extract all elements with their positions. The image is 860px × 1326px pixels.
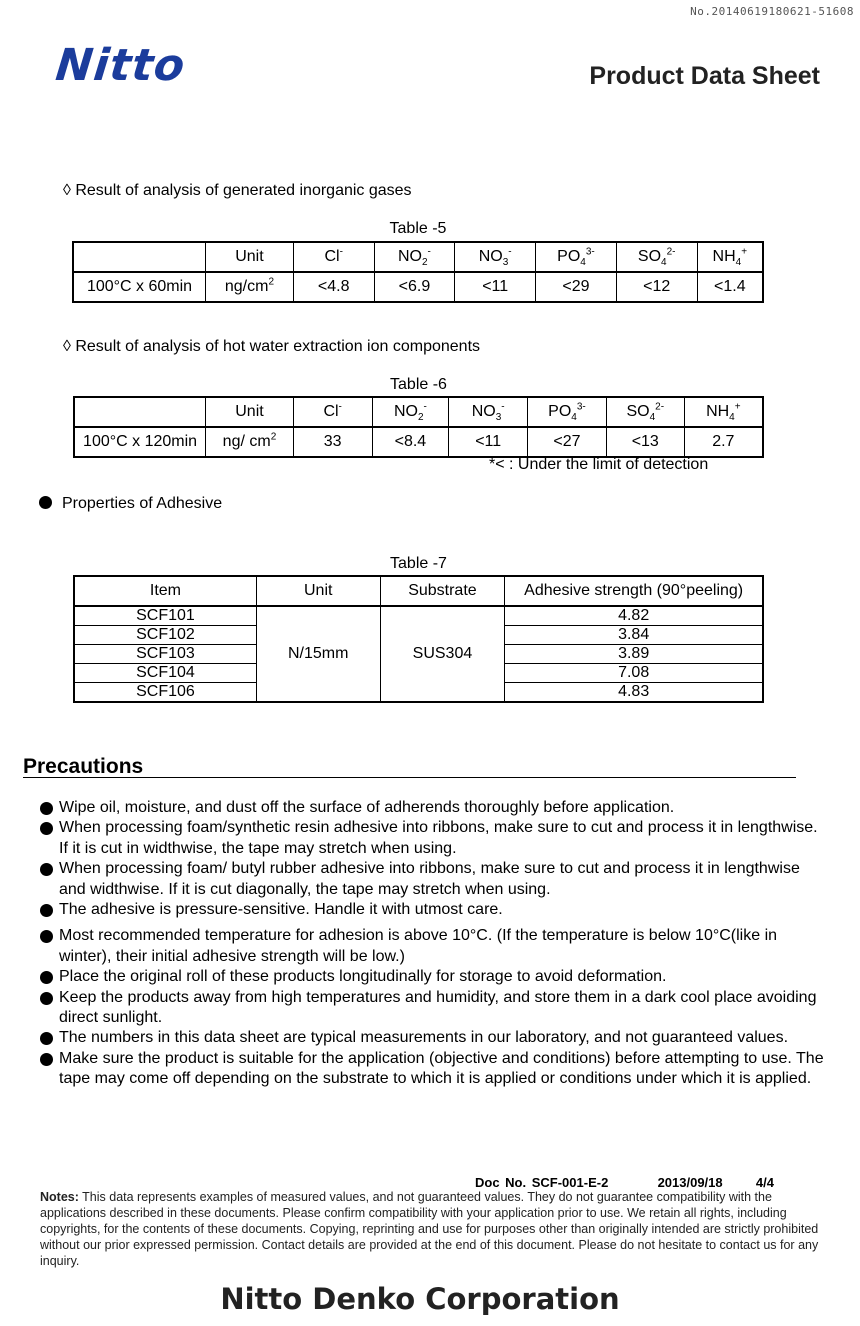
header-cell-unit: Unit — [256, 576, 380, 606]
list-item: Keep the products away from high temperatures and humidity, and store them in a dark cool place avoiding direct sunlight. — [40, 988, 830, 1029]
table-cell-strength: 7.08 — [505, 664, 763, 683]
header-cell-unit: Unit — [206, 242, 294, 272]
precautions-title: Precautions — [23, 755, 144, 778]
page-number: 4/4 — [755, 1175, 774, 1190]
header-cell-cl: Cl- — [293, 242, 374, 272]
adhesive-section-heading: Properties of Adhesive — [39, 495, 222, 513]
table-cell-item: SCF101 — [74, 606, 256, 626]
document-date: 2013/09/18 — [657, 1175, 723, 1190]
header-cell-unit: Unit — [206, 397, 294, 427]
table-cell-condition: 100°C x 60min — [73, 272, 206, 302]
header-cell-no2: $NO_2^-$ — [374, 242, 455, 272]
bullet-icon — [40, 802, 53, 815]
table-7 — [73, 575, 764, 703]
table-7-caption: Table -7 — [390, 555, 447, 572]
bullet-icon — [40, 992, 53, 1005]
header-cell-adhesive-strength: Adhesive strength (90°peeling) — [505, 576, 763, 606]
table-cell: <6.9 — [374, 272, 455, 302]
table-cell: <4.8 — [293, 272, 374, 302]
table-cell-strength: 4.82 — [505, 606, 763, 626]
notes-label: Notes: — [40, 1190, 79, 1204]
table-cell-substrate: SUS304 — [380, 606, 505, 702]
page-title: Product Data Sheet — [589, 62, 820, 90]
list-item: Wipe oil, moisture, and dust off the surface of adherends thoroughly before application. — [40, 798, 830, 818]
table-cell-condition: 100°C x 120min — [74, 427, 206, 457]
table-cell: <8.4 — [372, 427, 449, 457]
header-cell-nh4: $NH_4^+$ — [697, 242, 763, 272]
header-cell-nh4: $NH_4^+$ — [684, 397, 763, 427]
table-cell-item: SCF102 — [74, 626, 256, 645]
nitto-logo: Nitto — [53, 40, 188, 91]
legal-notes — [40, 1189, 820, 1269]
header-cell-so4: $SO_4^{2-}$ — [616, 242, 697, 272]
header-cell-no2: $NO_2^-$ — [372, 397, 449, 427]
table-cell: <29 — [536, 272, 617, 302]
table-cell-unit: $ng/cm^2$ — [206, 272, 294, 302]
bullet-icon — [40, 904, 53, 917]
table-cell-item: SCF106 — [74, 683, 256, 703]
bullet-icon — [40, 930, 53, 943]
table-6 — [73, 396, 764, 458]
list-item: The numbers in this data sheet are typical measurements in our laboratory, and not guaranteed values. — [40, 1028, 830, 1048]
header-cell-substrate: Substrate — [380, 576, 505, 606]
header-cell-so4: $SO_4^{2-}$ — [606, 397, 684, 427]
list-item: The adhesive is pressure-sensitive. Handle it with utmost care. — [40, 900, 830, 920]
header-cell-no3: $NO_3^-$ — [455, 242, 536, 272]
table-cell-unit: ng/ $cm^2$ — [206, 427, 294, 457]
table-cell-item: SCF103 — [74, 645, 256, 664]
table-row — [74, 427, 763, 457]
table-cell: <11 — [455, 272, 536, 302]
bullet-icon — [40, 1032, 53, 1045]
table-cell: 33 — [293, 427, 372, 457]
bullet-icon — [40, 971, 53, 984]
list-item: Most recommended temperature for adhesion is above 10°C. (If the temperature is below 10°C(like in winter), their initial adhesive strength will be low.) — [40, 926, 830, 967]
water-extraction-section-heading: ◊ Result of analysis of hot water extraction ion components — [63, 338, 481, 355]
precautions-divider — [23, 777, 796, 778]
precautions-list — [40, 798, 830, 1090]
header-cell-no3: $NO_3^-$ — [449, 397, 528, 427]
table-cell: <12 — [616, 272, 697, 302]
bullet-icon — [40, 1053, 53, 1066]
list-item: Place the original roll of these products longitudinally for storage to avoid deformation. — [40, 967, 830, 987]
table-header-row — [74, 397, 763, 427]
table-6-caption: Table -6 — [390, 376, 447, 393]
table-row — [74, 606, 763, 626]
list-item: When processing foam/ butyl rubber adhesive into ribbons, make sure to cut and process it in lengthwise and widthwise. If it is cut diagonally, the tape may stretch when using. — [40, 859, 830, 900]
table-5-caption: Table -5 — [389, 220, 447, 237]
table-cell-strength: 3.89 — [505, 645, 763, 664]
bullet-icon — [40, 822, 53, 835]
header-cell-po4: $PO_4^{3-}$ — [528, 397, 607, 427]
header-cell-item: Item — [74, 576, 256, 606]
table-cell-strength: 4.83 — [505, 683, 763, 703]
header-cell-blank — [73, 242, 206, 272]
table-5 — [72, 241, 764, 303]
notes-text: This data represents examples of measured values, and not guaranteed values. They do not guarantee compatibility with the applications described in these documents. Please confirm compatibility with your application prior to use. We retain all rights, including copyrights, for the contents of these documents. Copying, reprinting and use for purposes other than originally intended are strictly prohibited without our prior expressed permission. Contact details are provided at the end of this document. Please do not hesitate to contact us for any inquiry. — [40, 1190, 819, 1268]
header-cell-blank — [74, 397, 206, 427]
gases-section-heading: ◊ Result of analysis of generated inorganic gases — [63, 182, 412, 199]
table-cell: <11 — [449, 427, 528, 457]
document-number: Doc No. SCF-001-E-2 — [475, 1175, 609, 1190]
header-cell-po4: $PO_4^{3-}$ — [536, 242, 617, 272]
list-item: Make sure the product is suitable for the application (objective and conditions) before attempting to use. The tape may come off depending on the substrate to which it is applied or conditions under which it is applied. — [40, 1049, 830, 1090]
table-cell-unit: N/15mm — [256, 606, 380, 702]
bullet-icon — [39, 496, 52, 509]
table-cell: <27 — [528, 427, 607, 457]
table-cell: <13 — [606, 427, 684, 457]
table-cell: 2.7 — [684, 427, 763, 457]
bullet-icon — [40, 863, 53, 876]
table-header-row — [74, 576, 763, 606]
table-row — [73, 272, 763, 302]
table-cell: <1.4 — [697, 272, 763, 302]
header-cell-cl: Cl- — [293, 397, 372, 427]
table-cell-strength: 3.84 — [505, 626, 763, 645]
table-cell-item: SCF104 — [74, 664, 256, 683]
company-name: Nitto Denko Corporation — [220, 1282, 620, 1316]
list-item: When processing foam/synthetic resin adhesive into ribbons, make sure to cut and process it in lengthwise. If it is cut in widthwise, the tape may stretch when using. — [40, 818, 830, 859]
document-number-line — [475, 1175, 774, 1190]
table-header-row — [73, 242, 763, 272]
detection-limit-footnote: *< : Under the limit of detection — [489, 456, 709, 473]
document-serial-number: No.20140619180621-51608 — [690, 5, 854, 18]
